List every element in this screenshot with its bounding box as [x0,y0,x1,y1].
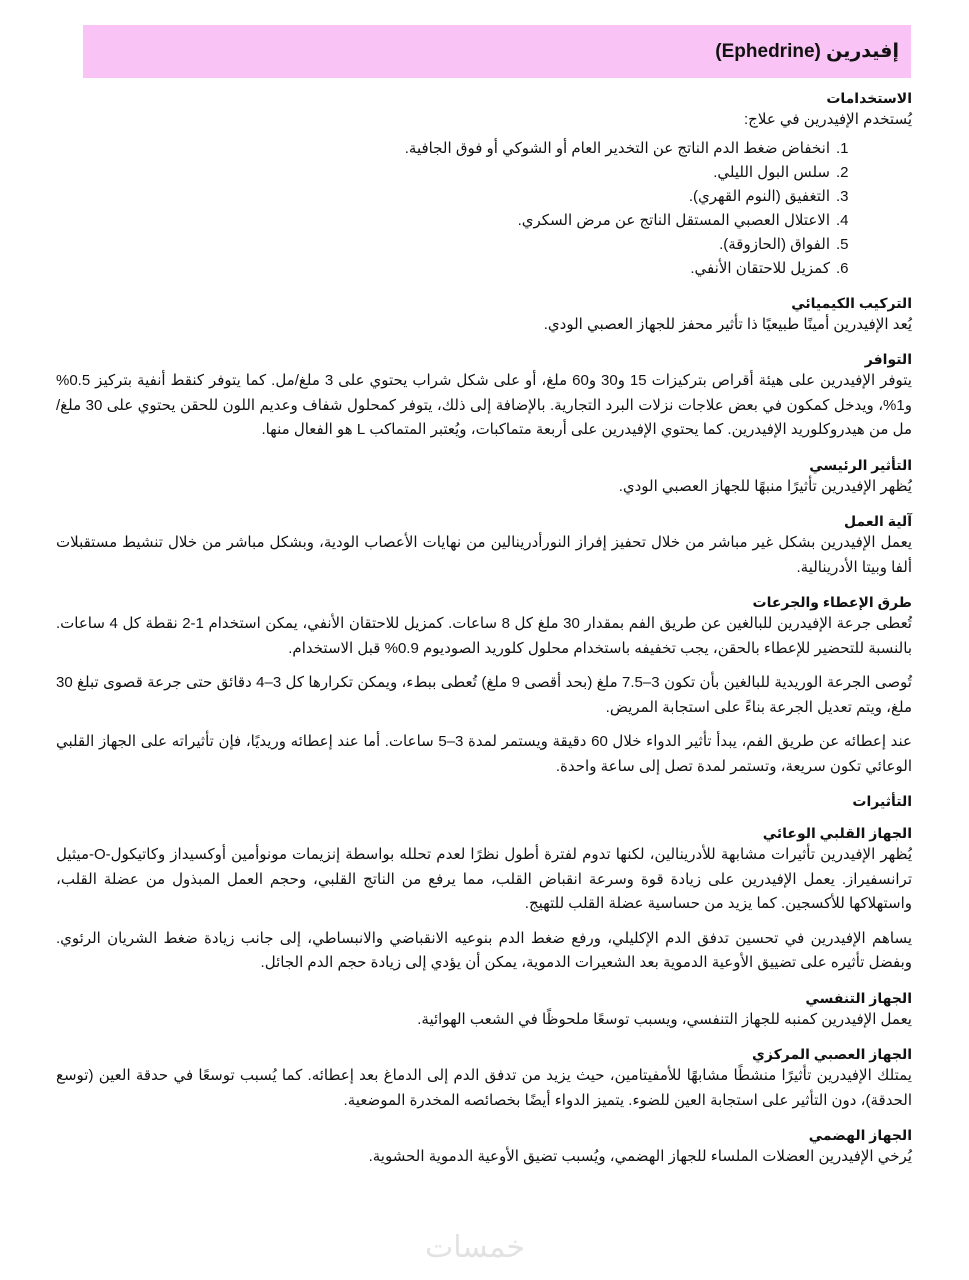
main-effect-heading: التأثير الرئيسي [809,456,912,473]
respiratory-heading: الجهاز التنفسي [805,989,912,1006]
list-item [56,137,860,161]
watermark: خمسات [425,1231,526,1264]
uses-intro: يُستخدم الإفيدرين في علاج: [744,111,912,128]
uses-heading: الاستخدامات [826,90,912,106]
section-mechanism [56,511,912,580]
effects-heading: التأثيرات [852,793,912,809]
cns-heading: الجهاز العصبي المركزي [752,1046,912,1062]
section-cardio [56,823,912,976]
cardio-paragraph: يساهم الإفيدرين في تحسين تدفق الدم الإكليلي، ورفع ضغط الدم بنوعيه الانقباضي والانبساطي، إلى جانب زيادة ضغط الشريان الرئوي. وبفضل تأثيره على تضييق الأوعية الدموية بعد الشعيرات الدموية، يمكن أن يؤدي إلى زيادة حجم الدم الجائل. [56,929,912,971]
uses-list [56,137,912,281]
document-body [56,88,912,1182]
chemistry-text: يُعد الإفيدرين أمينًا طبيعيًا ذا تأثير محفز للجهاز العصبي الودي. [543,315,912,333]
list-item [56,185,860,209]
main-effect-text: يُظهر الإفيدرين تأثيرًا منبهًا للجهاز العصبي الودي. [618,477,912,495]
title-bar [83,25,911,78]
section-gi [56,1125,912,1170]
page-title: إفيدرين (Ephedrine) [715,41,899,62]
dosage-paragraph: تُوصى الجرعة الوريدية للبالغين بأن تكون 3–7.5 ملغ (بحد أقصى 9 ملغ) تُعطى ببطء، ويمكن تكرارها كل 3–4 دقائق حتى جرعة قصوى تبلغ 30 ملغ، ويتم تعديل الجرعة بناءً على استجابة المريض. [56,674,912,716]
section-availability [56,349,912,443]
section-uses [56,88,912,281]
list-text: سلس البول الليلي. [713,163,830,181]
list-number: 4. [836,211,849,229]
dosage-heading: طرق الإعطاء والجرعات [752,594,912,610]
section-respiratory [56,988,912,1033]
cardio-paragraph: يُظهر الإفيدرين تأثيرات مشابهة للأدرينالين، لكنها تدوم لفترة أطول نظرًا لعدم تحلله بواسطة إنزيمات مونوأمين أوكسيداز وكاتيكول-O-ميثيل ترانسفيراز. يعمل الإفيدرين على زيادة قوة وسرعة انقباض القلب، مما يرفع من الناتج القلبي، وحجم العمل المبذول من عضلة القلب، واستهلاكها للأكسجين. كما يزيد من حساسية عضلة القلب للتهيج. [56,846,912,912]
list-text: الاعتلال العصبي المستقل الناتج عن مرض السكري. [517,211,830,229]
gi-text: يُرخي الإفيدرين العضلات الملساء للجهاز الهضمي، ويُسبب تضيق الأوعية الدموية الحشوية. [368,1148,912,1165]
list-number: 1. [836,139,849,157]
list-number: 3. [836,187,849,205]
section-cns [56,1044,912,1113]
list-number: 2. [836,163,849,181]
mechanism-heading: آلية العمل [844,513,912,529]
list-text: كمزيل للاحتقان الأنفي. [690,259,830,277]
section-effects [56,791,912,811]
gi-heading: الجهاز الهضمي [808,1127,912,1143]
section-dosage [56,592,912,779]
availability-heading: التوافر [864,351,912,367]
cardio-heading: الجهاز القلبي الوعائي [762,825,912,841]
chemistry-heading: التركيب الكيميائي [791,294,912,311]
list-text: الفواق (الحازوقة). [719,235,830,253]
list-item [56,233,860,257]
list-item [56,161,860,185]
dosage-paragraph: عند إعطائه عن طريق الفم، يبدأ تأثير الدواء خلال 60 دقيقة ويستمر لمدة 3–5 ساعات. أما عند إعطائه وريديًا، فإن تأثيراته على الجهاز القلبي الوعائي تكون سريعة، وتستمر لمدة تصل إلى ساعة واحدة. [56,733,912,775]
availability-text: يتوفر الإفيدرين على هيئة أقراص بتركيزات 15 و30 و60 ملغ، أو على شكل شراب يحتوي على 3 ملغ/مل. كما يتوفر كنقط أنفية بتركيز 0.5% و1%، ويدخل كمكون في بعض علاجات نزلات البرد التجارية. بالإضافة إلى ذلك، يتوفر كمحلول شفاف وعديم اللون للحقن يحتوي على 30 ملغ/مل من هيدروكلوريد الإفيدرين. كما يحتوي الإفيدرين على أربعة متماكبات، ويُعتبر المتماكب L هو الفعال منها. [56,372,912,438]
section-main-effect [56,455,912,500]
list-number: 5. [836,235,849,253]
cns-text: يمتلك الإفيدرين تأثيرًا منشطًا مشابهًا للأمفيتامين، حيث يزيد من تدفق الدم إلى الدماغ بعد إعطائه. كما يُسبب توسعًا في حدقة العين (توسع الحدقة)، دون التأثير على استجابة العين للضوء. يتميز الدواء أيضًا بخصائصه المخدرة الموضعية. [56,1067,912,1109]
section-chemistry [56,293,912,338]
mechanism-text: يعمل الإفيدرين بشكل غير مباشر من خلال تحفيز إفراز النورأدرينالين من نهايات الأعصاب الودية، وبشكل مباشر من خلال تنشيط مستقبلات ألفا وبيتا الأدرينالية. [56,534,912,576]
list-text: انخفاض ضغط الدم الناتج عن التخدير العام أو الشوكي أو فوق الجافية. [404,139,830,157]
list-item [56,209,860,233]
list-item [56,257,860,281]
respiratory-text: يعمل الإفيدرين كمنبه للجهاز التنفسي، ويسبب توسعًا ملحوظًا في الشعب الهوائية. [417,1010,912,1028]
list-number: 6. [836,259,849,277]
list-text: التغفيق (النوم القهري). [688,187,830,205]
dosage-paragraph: تُعطى جرعة الإفيدرين للبالغين عن طريق الفم بمقدار 30 ملغ كل 8 ساعات. كمزيل للاحتقان الأنفي، يمكن استخدام 1-2 نقطة كل 4 ساعات. بالنسبة للتحضير للإعطاء بالحقن، يجب تخفيفه باستخدام محلول كلوريد الصوديوم 0.9% قبل الاستخدام. [56,615,912,657]
